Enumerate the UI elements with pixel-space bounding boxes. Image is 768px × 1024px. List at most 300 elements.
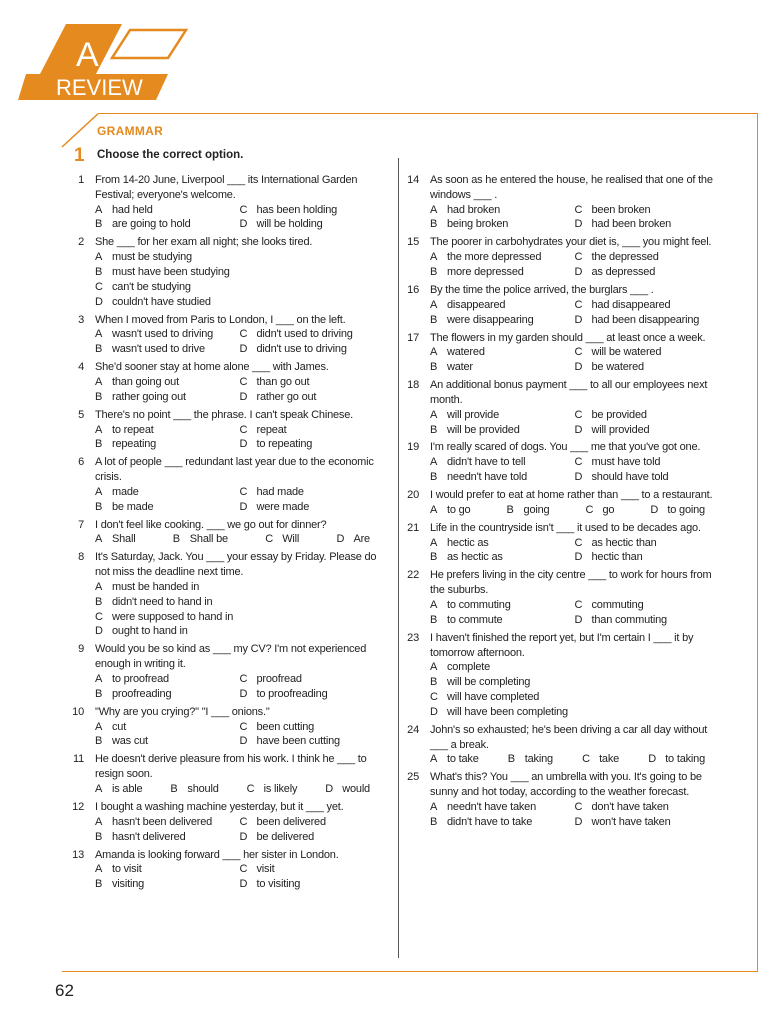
exercise-number: 1 [74, 145, 85, 166]
answer-option[interactable] [575, 455, 716, 470]
answer-option[interactable] [430, 217, 571, 232]
question-number: 16 [407, 283, 419, 296]
answer-option[interactable] [430, 470, 571, 485]
answer-option[interactable] [430, 705, 715, 720]
option-text: rather go out [256, 390, 317, 403]
answer-options [430, 598, 715, 628]
answer-option[interactable] [240, 485, 381, 500]
option-letter: B [430, 613, 438, 626]
option-text: repeat [256, 423, 287, 436]
option-text: don't have taken [591, 800, 669, 813]
option-text: than go out [256, 375, 310, 388]
answer-options [430, 250, 715, 280]
option-letter: B [95, 500, 103, 513]
answer-option[interactable] [95, 580, 380, 595]
answer-options [95, 862, 380, 892]
option-letter: C [574, 536, 583, 549]
option-text: to go [447, 503, 471, 516]
option-text: to visit [112, 863, 142, 876]
option-text: been cutting [256, 720, 315, 733]
option-letter: D [574, 815, 583, 828]
option-letter: B [95, 438, 103, 451]
answer-option[interactable] [240, 687, 381, 702]
option-letter: A [430, 599, 438, 612]
answer-option[interactable] [95, 624, 380, 639]
answer-option[interactable] [95, 485, 236, 500]
option-letter: C [239, 673, 248, 685]
answer-options [430, 203, 715, 233]
option-letter: C [574, 346, 583, 359]
question-number: 6 [78, 456, 84, 469]
option-letter: A [95, 782, 103, 795]
answer-options [430, 660, 715, 719]
option-letter: D [574, 218, 583, 231]
option-letter: D [239, 830, 248, 843]
question-text: Would you be so kind as ___ my CV? I'm not experienced enough in writing it. [95, 643, 367, 671]
option-letter: D [239, 343, 248, 356]
answer-options [95, 375, 380, 405]
option-letter: B [430, 218, 438, 231]
answer-options [95, 720, 380, 750]
option-letter: C [574, 251, 583, 264]
option-letter: A [95, 815, 103, 828]
option-text: will provided [591, 423, 650, 436]
answer-option[interactable] [575, 550, 716, 565]
option-text: commuting [591, 599, 644, 612]
option-letter: C [95, 610, 103, 623]
option-text: can't be studying [112, 280, 191, 293]
question-number: 9 [78, 643, 84, 656]
option-text: has been holding [256, 203, 338, 216]
question-number: 20 [407, 489, 419, 502]
option-letter: A [430, 251, 438, 264]
answer-option[interactable] [95, 782, 142, 797]
option-text: been delivered [256, 815, 326, 828]
question-20 [405, 488, 715, 518]
answer-option[interactable] [240, 437, 381, 452]
answer-option[interactable] [430, 815, 571, 830]
option-text: Will [282, 533, 300, 546]
option-letter: C [574, 408, 583, 421]
option-text: must be studying [112, 251, 192, 264]
option-text: watered [447, 346, 485, 359]
answer-option[interactable] [336, 532, 370, 547]
answer-option[interactable] [575, 423, 716, 438]
option-text: disappeared [447, 298, 506, 311]
option-letter: C [574, 203, 583, 216]
answer-option[interactable] [240, 203, 381, 218]
option-letter: A [95, 203, 103, 216]
option-letter: C [574, 298, 583, 311]
answer-option[interactable] [240, 390, 381, 405]
answer-option[interactable] [95, 342, 236, 357]
answer-option[interactable] [430, 313, 571, 328]
answer-option[interactable] [430, 598, 571, 613]
answer-option[interactable] [575, 250, 716, 265]
question-number: 8 [78, 551, 84, 564]
option-letter: B [95, 343, 103, 356]
question-text: He doesn't derive pleasure from his work. I think he ___ to resign soon. [95, 753, 367, 781]
question-19 [405, 440, 715, 484]
option-text: as hectic than [591, 536, 657, 549]
answer-option[interactable] [240, 500, 381, 515]
question-number: 17 [407, 331, 419, 344]
answer-option[interactable] [582, 752, 619, 767]
answer-option[interactable] [575, 345, 716, 360]
answer-option[interactable] [95, 265, 380, 280]
answer-options [430, 800, 715, 830]
option-text: than going out [112, 375, 179, 388]
answer-option[interactable] [95, 687, 236, 702]
answer-option[interactable] [430, 423, 571, 438]
answer-option[interactable] [575, 470, 716, 485]
answer-option[interactable] [508, 752, 553, 767]
option-text: won't have taken [591, 815, 671, 828]
option-letter: D [574, 265, 583, 278]
option-text: to visiting [256, 878, 301, 891]
option-letter: A [95, 673, 103, 685]
option-letter: C [430, 690, 438, 703]
option-letter: A [430, 203, 438, 216]
review-banner [18, 22, 198, 104]
question-text: By the time the police arrived, the burglars ___ . [430, 283, 654, 296]
answer-option[interactable] [95, 327, 236, 342]
question-7 [70, 518, 380, 548]
answer-option[interactable] [240, 815, 381, 830]
option-text: as depressed [591, 265, 656, 278]
question-number: 13 [72, 848, 84, 861]
option-letter: B [95, 218, 103, 231]
option-text: had held [112, 203, 153, 216]
option-letter: A [95, 485, 103, 498]
option-text: the depressed [591, 251, 659, 264]
question-17 [405, 331, 715, 375]
option-text: didn't have to tell [447, 456, 526, 469]
answer-option[interactable] [265, 532, 299, 547]
answer-option[interactable] [575, 613, 716, 628]
answer-option[interactable] [575, 815, 716, 830]
page-number: 62 [55, 981, 74, 1000]
answer-option[interactable] [575, 536, 716, 551]
answer-option[interactable] [240, 423, 381, 438]
option-text: the more depressed [447, 251, 542, 264]
answer-option[interactable] [240, 217, 381, 232]
option-text: taking [524, 753, 553, 766]
answer-option[interactable] [247, 782, 298, 797]
answer-options [430, 455, 715, 485]
answer-option[interactable] [430, 360, 571, 375]
answer-options [95, 203, 380, 233]
answer-option[interactable] [95, 830, 236, 845]
option-letter: D [430, 705, 438, 718]
answer-option[interactable] [575, 203, 716, 218]
option-letter: D [95, 295, 103, 308]
question-text: The flowers in my garden should ___ at least once a week. [430, 331, 706, 344]
option-text: go [602, 503, 615, 516]
question-text: She'd sooner stay at home alone ___ with James. [95, 361, 329, 374]
question-number: 18 [407, 379, 419, 392]
option-text: will have completed [447, 690, 540, 703]
option-letter: C [239, 423, 248, 436]
answer-option[interactable] [95, 862, 236, 877]
answer-option[interactable] [240, 877, 381, 892]
question-6 [70, 455, 380, 514]
question-22 [405, 568, 715, 627]
answer-option[interactable] [430, 536, 571, 551]
option-text: than commuting [591, 613, 667, 626]
answer-options [430, 503, 715, 518]
answer-option[interactable] [240, 672, 381, 687]
answer-option[interactable] [95, 610, 380, 625]
option-text: must have been studying [112, 265, 230, 278]
option-letter: B [172, 533, 180, 546]
option-text: must have told [591, 456, 661, 469]
answer-option[interactable] [95, 375, 236, 390]
answer-option[interactable] [430, 613, 571, 628]
answer-option[interactable] [170, 782, 218, 797]
question-text: An additional bonus payment ___ to all our employees next month. [430, 379, 708, 406]
question-text: What's this? You ___ an umbrella with you. It's going to be sunny and hot today, according to the weather forecast. [430, 771, 702, 799]
answer-option[interactable] [95, 720, 236, 735]
answer-option[interactable] [240, 720, 381, 735]
question-number: 21 [407, 521, 419, 534]
question-3 [70, 313, 380, 357]
question-24 [405, 723, 715, 767]
answer-option[interactable] [430, 550, 571, 565]
option-text: water [447, 361, 473, 374]
question-text: There's no point ___ the phrase. I can't speak Chinese. [95, 408, 353, 421]
option-letter: B [95, 735, 103, 748]
option-letter: B [95, 265, 103, 278]
option-text: needn't have taken [447, 800, 537, 813]
answer-option[interactable] [650, 503, 705, 518]
question-number: 5 [78, 408, 84, 421]
answer-option[interactable] [95, 390, 236, 405]
option-text: to going [667, 503, 705, 516]
answer-option[interactable] [240, 830, 381, 845]
answer-option[interactable] [575, 598, 716, 613]
option-letter: C [582, 753, 590, 766]
answer-option[interactable] [430, 408, 571, 423]
answer-option[interactable] [430, 345, 571, 360]
option-letter: C [265, 533, 273, 546]
answer-option[interactable] [95, 532, 135, 547]
option-text: would [342, 782, 370, 795]
option-letter: B [95, 830, 103, 843]
option-text: to commute [447, 613, 503, 626]
option-letter: A [430, 800, 438, 813]
answer-option[interactable] [95, 423, 236, 438]
answer-option[interactable] [95, 877, 236, 892]
option-letter: B [430, 361, 438, 374]
exercise-instruction: Choose the correct option. [97, 149, 244, 161]
option-letter: C [239, 375, 248, 388]
option-text: to take [447, 753, 479, 766]
option-letter: A [95, 375, 103, 388]
answer-option[interactable] [95, 280, 380, 295]
option-text: will be provided [447, 423, 520, 436]
answer-option[interactable] [240, 342, 381, 357]
option-letter: D [325, 782, 333, 795]
option-text: is able [112, 782, 143, 795]
option-letter: D [336, 533, 345, 546]
question-number: 25 [407, 771, 419, 784]
answer-option[interactable] [430, 752, 479, 767]
answer-option[interactable] [575, 313, 716, 328]
option-letter: B [507, 753, 515, 766]
option-letter: C [239, 203, 248, 216]
option-text: to commuting [447, 599, 511, 612]
option-text: rather going out [112, 390, 186, 403]
answer-option[interactable] [95, 672, 236, 687]
option-text: will be holding [256, 218, 323, 231]
answer-option[interactable] [430, 660, 715, 675]
answer-option[interactable] [240, 734, 381, 749]
answer-option[interactable] [430, 265, 571, 280]
questions-right-column [405, 173, 715, 833]
option-text: had disappeared [591, 298, 671, 311]
question-number: 3 [78, 313, 84, 326]
option-letter: C [239, 720, 248, 733]
answer-options [95, 815, 380, 845]
question-16 [405, 283, 715, 327]
option-text: had made [256, 485, 304, 498]
question-number: 24 [407, 723, 419, 736]
option-text: more depressed [447, 265, 524, 278]
option-text: will be completing [447, 676, 531, 689]
option-text: were made [256, 500, 310, 513]
question-text: She ___ for her exam all night; she looks tired. [95, 236, 313, 249]
option-text: Shall be [189, 533, 228, 546]
option-letter: A [430, 753, 438, 766]
question-number: 14 [407, 174, 419, 186]
answer-option[interactable] [173, 532, 228, 547]
option-letter: D [574, 423, 583, 436]
option-text: going [523, 503, 550, 516]
option-letter: B [430, 815, 438, 828]
option-text: couldn't have studied [112, 295, 211, 308]
option-letter: D [239, 500, 248, 513]
answer-option[interactable] [575, 408, 716, 423]
option-letter: A [95, 423, 103, 436]
option-letter: A [430, 298, 438, 311]
answer-option[interactable] [586, 503, 615, 518]
answer-options [430, 298, 715, 328]
option-letter: D [650, 503, 659, 516]
question-13 [70, 848, 380, 892]
answer-option[interactable] [430, 203, 571, 218]
answer-option[interactable] [430, 800, 571, 815]
answer-options [430, 752, 715, 767]
option-letter: D [95, 625, 103, 638]
answer-option[interactable] [430, 455, 571, 470]
option-text: proofreading [112, 687, 172, 700]
answer-option[interactable] [430, 675, 715, 690]
option-letter: A [430, 408, 438, 421]
option-text: have been cutting [256, 735, 340, 748]
question-25 [405, 770, 715, 829]
option-text: needn't have told [447, 471, 528, 484]
option-text: hasn't been delivered [112, 815, 213, 828]
option-letter: C [585, 503, 594, 516]
option-text: had been broken [591, 218, 672, 231]
answer-option[interactable] [95, 500, 236, 515]
answer-option[interactable] [240, 327, 381, 342]
question-14 [405, 173, 715, 232]
option-text: be watered [591, 361, 644, 374]
answer-option[interactable] [95, 437, 236, 452]
question-text: John's so exhausted; he's been driving a car all day without ___ a break. [430, 723, 708, 751]
answer-options [95, 423, 380, 453]
answer-option[interactable] [575, 360, 716, 375]
answer-option[interactable] [575, 265, 716, 280]
option-letter: D [574, 313, 583, 326]
option-text: should [187, 782, 219, 795]
option-letter: D [239, 438, 248, 451]
answer-option[interactable] [95, 734, 236, 749]
answer-option[interactable] [430, 690, 715, 705]
option-letter: D [239, 687, 248, 700]
answer-option[interactable] [95, 595, 380, 610]
option-letter: A [430, 536, 438, 549]
question-23 [405, 631, 715, 720]
question-text: I don't feel like cooking. ___ we go out for dinner? [95, 518, 327, 531]
answer-option[interactable] [575, 298, 716, 313]
question-text: He prefers living in the city centre ___ to work for hours from the suburbs. [430, 569, 712, 597]
option-letter: A [95, 720, 103, 733]
option-text: are going to hold [112, 218, 191, 231]
option-letter: D [239, 218, 248, 231]
question-text: Life in the countryside isn't ___ it used to be decades ago. [430, 521, 701, 534]
question-number: 11 [72, 753, 84, 766]
option-letter: D [574, 551, 583, 564]
column-divider [398, 158, 399, 958]
answer-option[interactable] [430, 250, 571, 265]
option-letter: D [239, 390, 248, 403]
answer-option[interactable] [95, 250, 380, 265]
option-letter: D [648, 753, 656, 766]
option-text: be provided [591, 408, 647, 421]
answer-option[interactable] [430, 298, 571, 313]
answer-option[interactable] [575, 800, 716, 815]
option-text: must be handed in [112, 581, 200, 594]
option-letter: A [430, 503, 438, 516]
answer-option[interactable] [575, 217, 716, 232]
answer-option[interactable] [240, 862, 381, 877]
answer-option[interactable] [430, 503, 470, 518]
question-text: I'm really scared of dogs. You ___ me that you've got one. [430, 441, 701, 454]
answer-option[interactable] [648, 752, 705, 767]
answer-option[interactable] [95, 203, 236, 218]
option-letter: C [95, 280, 103, 293]
option-letter: C [574, 456, 583, 469]
question-text: Amanda is looking forward ___ her sister in London. [95, 848, 339, 861]
option-text: wasn't used to driving [112, 328, 214, 341]
question-10 [70, 705, 380, 749]
answer-option[interactable] [95, 815, 236, 830]
option-letter: B [95, 595, 103, 608]
answer-option[interactable] [95, 295, 380, 310]
answer-option[interactable] [95, 217, 236, 232]
option-text: didn't need to hand in [112, 595, 213, 608]
option-text: ought to hand in [112, 625, 188, 638]
answer-option[interactable] [240, 375, 381, 390]
answer-option[interactable] [325, 782, 370, 797]
answer-option[interactable] [507, 503, 550, 518]
option-text: hectic than [591, 551, 643, 564]
frame-right-border [757, 113, 758, 971]
frame-bottom-border [62, 971, 758, 972]
